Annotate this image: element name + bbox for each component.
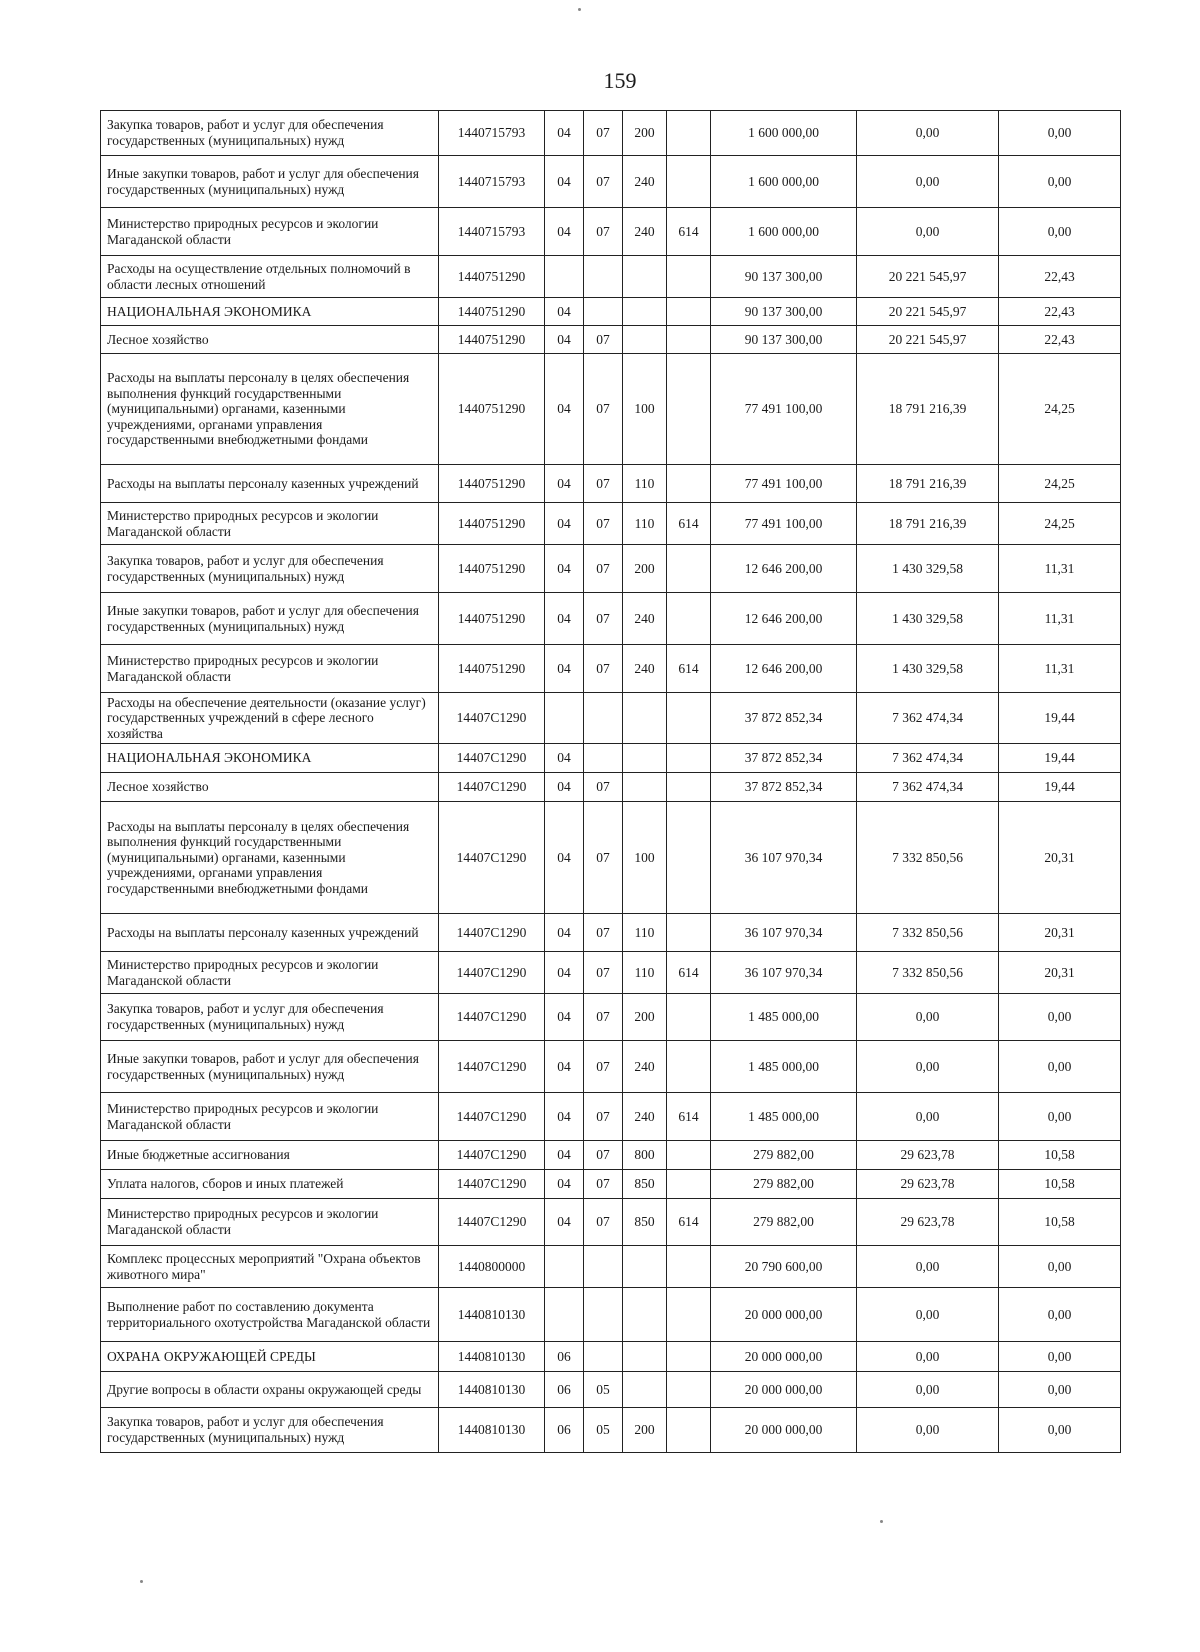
table-row bbox=[101, 465, 1121, 503]
cell-grbs bbox=[667, 773, 711, 802]
cell-rz: 04 bbox=[545, 354, 584, 465]
cell-vr: 100 bbox=[623, 802, 667, 914]
cell-grbs bbox=[667, 994, 711, 1041]
cell-rz: 06 bbox=[545, 1342, 584, 1372]
cell-fact: 20 221 545,97 bbox=[857, 256, 999, 298]
cell-rz: 04 bbox=[545, 208, 584, 256]
table-row bbox=[101, 1041, 1121, 1093]
cell-rz: 04 bbox=[545, 773, 584, 802]
cell-plan: 20 790 600,00 bbox=[711, 1246, 857, 1288]
cell-fact: 18 791 216,39 bbox=[857, 354, 999, 465]
table-row bbox=[101, 1093, 1121, 1141]
table-row bbox=[101, 1342, 1121, 1372]
cell-pr: 07 bbox=[584, 545, 623, 593]
cell-grbs bbox=[667, 693, 711, 744]
cell-grbs bbox=[667, 1288, 711, 1342]
cell-name: Расходы на выплаты персоналу в целях обеспечения выполнения функций государственными (муниципальными) органами, казенными учреждениями, органами управления государственными внебюджетными фондами bbox=[101, 354, 439, 465]
cell-vr: 850 bbox=[623, 1170, 667, 1199]
cell-csr: 1440751290 bbox=[439, 465, 545, 503]
cell-pct: 20,31 bbox=[999, 952, 1121, 994]
table-row bbox=[101, 593, 1121, 645]
cell-fact: 0,00 bbox=[857, 111, 999, 156]
cell-vr: 240 bbox=[623, 593, 667, 645]
cell-vr bbox=[623, 1372, 667, 1408]
cell-name: НАЦИОНАЛЬНАЯ ЭКОНОМИКА bbox=[101, 298, 439, 326]
cell-csr: 14407С1290 bbox=[439, 693, 545, 744]
table-row bbox=[101, 354, 1121, 465]
table-row bbox=[101, 156, 1121, 208]
cell-plan: 90 137 300,00 bbox=[711, 326, 857, 354]
cell-plan: 20 000 000,00 bbox=[711, 1342, 857, 1372]
cell-pr: 05 bbox=[584, 1408, 623, 1453]
cell-pct: 11,31 bbox=[999, 645, 1121, 693]
cell-name: Министерство природных ресурсов и экологии Магаданской области bbox=[101, 1093, 439, 1141]
cell-pct: 0,00 bbox=[999, 208, 1121, 256]
cell-vr: 850 bbox=[623, 1199, 667, 1246]
cell-csr: 14407С1290 bbox=[439, 1199, 545, 1246]
cell-csr: 1440751290 bbox=[439, 645, 545, 693]
table-row bbox=[101, 256, 1121, 298]
cell-fact: 7 332 850,56 bbox=[857, 914, 999, 952]
budget-sheet bbox=[100, 110, 1120, 1453]
cell-pct: 0,00 bbox=[999, 1041, 1121, 1093]
cell-pr: 07 bbox=[584, 354, 623, 465]
cell-plan: 279 882,00 bbox=[711, 1199, 857, 1246]
cell-name: Закупка товаров, работ и услуг для обеспечения государственных (муниципальных) нужд bbox=[101, 1408, 439, 1453]
cell-pr: 07 bbox=[584, 1141, 623, 1170]
cell-rz: 04 bbox=[545, 1041, 584, 1093]
cell-rz: 04 bbox=[545, 914, 584, 952]
cell-fact: 20 221 545,97 bbox=[857, 298, 999, 326]
cell-pr: 07 bbox=[584, 802, 623, 914]
cell-pr: 07 bbox=[584, 645, 623, 693]
cell-fact: 7 362 474,34 bbox=[857, 773, 999, 802]
cell-grbs bbox=[667, 1342, 711, 1372]
table-row bbox=[101, 1170, 1121, 1199]
cell-plan: 37 872 852,34 bbox=[711, 744, 857, 773]
cell-grbs bbox=[667, 593, 711, 645]
cell-rz: 04 bbox=[545, 744, 584, 773]
table-row bbox=[101, 802, 1121, 914]
cell-vr: 110 bbox=[623, 465, 667, 503]
cell-pct: 0,00 bbox=[999, 1342, 1121, 1372]
cell-rz: 04 bbox=[545, 952, 584, 994]
table-row bbox=[101, 545, 1121, 593]
cell-vr: 100 bbox=[623, 354, 667, 465]
cell-plan: 37 872 852,34 bbox=[711, 693, 857, 744]
cell-grbs bbox=[667, 1408, 711, 1453]
cell-name: Министерство природных ресурсов и экологии Магаданской области bbox=[101, 645, 439, 693]
cell-fact: 29 623,78 bbox=[857, 1170, 999, 1199]
cell-rz: 04 bbox=[545, 156, 584, 208]
cell-fact: 0,00 bbox=[857, 1246, 999, 1288]
cell-plan: 77 491 100,00 bbox=[711, 354, 857, 465]
cell-vr bbox=[623, 1246, 667, 1288]
cell-fact: 18 791 216,39 bbox=[857, 465, 999, 503]
cell-rz: 04 bbox=[545, 465, 584, 503]
cell-csr: 1440751290 bbox=[439, 354, 545, 465]
cell-vr: 110 bbox=[623, 503, 667, 545]
cell-name: Министерство природных ресурсов и экологии Магаданской области bbox=[101, 952, 439, 994]
cell-vr: 240 bbox=[623, 208, 667, 256]
cell-plan: 77 491 100,00 bbox=[711, 503, 857, 545]
cell-plan: 1 600 000,00 bbox=[711, 111, 857, 156]
cell-csr: 14407С1290 bbox=[439, 1041, 545, 1093]
table-row bbox=[101, 1372, 1121, 1408]
cell-csr: 14407С1290 bbox=[439, 1141, 545, 1170]
cell-plan: 1 485 000,00 bbox=[711, 994, 857, 1041]
cell-rz: 04 bbox=[545, 298, 584, 326]
cell-name: Другие вопросы в области охраны окружающей среды bbox=[101, 1372, 439, 1408]
cell-plan: 77 491 100,00 bbox=[711, 465, 857, 503]
cell-fact: 0,00 bbox=[857, 1093, 999, 1141]
table-row bbox=[101, 952, 1121, 994]
cell-grbs bbox=[667, 156, 711, 208]
cell-pct: 10,58 bbox=[999, 1141, 1121, 1170]
cell-fact: 18 791 216,39 bbox=[857, 503, 999, 545]
cell-fact: 1 430 329,58 bbox=[857, 545, 999, 593]
cell-csr: 1440715793 bbox=[439, 156, 545, 208]
cell-grbs bbox=[667, 256, 711, 298]
cell-pr: 07 bbox=[584, 326, 623, 354]
cell-name: Расходы на осуществление отдельных полномочий в области лесных отношений bbox=[101, 256, 439, 298]
cell-pr: 07 bbox=[584, 994, 623, 1041]
cell-pr: 07 bbox=[584, 952, 623, 994]
cell-rz: 04 bbox=[545, 503, 584, 545]
table-row bbox=[101, 111, 1121, 156]
cell-grbs bbox=[667, 465, 711, 503]
cell-rz: 06 bbox=[545, 1408, 584, 1453]
cell-rz bbox=[545, 1288, 584, 1342]
cell-rz: 04 bbox=[545, 1141, 584, 1170]
cell-pct: 22,43 bbox=[999, 256, 1121, 298]
cell-pct: 11,31 bbox=[999, 593, 1121, 645]
table-row bbox=[101, 208, 1121, 256]
cell-rz bbox=[545, 1246, 584, 1288]
cell-rz: 06 bbox=[545, 1372, 584, 1408]
cell-rz bbox=[545, 256, 584, 298]
cell-csr: 1440715793 bbox=[439, 208, 545, 256]
cell-fact: 7 332 850,56 bbox=[857, 952, 999, 994]
cell-pr: 07 bbox=[584, 208, 623, 256]
scan-speck bbox=[140, 1580, 143, 1583]
cell-fact: 7 362 474,34 bbox=[857, 693, 999, 744]
cell-name: Уплата налогов, сборов и иных платежей bbox=[101, 1170, 439, 1199]
cell-pr: 07 bbox=[584, 593, 623, 645]
cell-plan: 36 107 970,34 bbox=[711, 802, 857, 914]
cell-pct: 0,00 bbox=[999, 1408, 1121, 1453]
cell-vr bbox=[623, 256, 667, 298]
cell-fact: 29 623,78 bbox=[857, 1141, 999, 1170]
table-row bbox=[101, 744, 1121, 773]
cell-rz: 04 bbox=[545, 111, 584, 156]
cell-vr: 240 bbox=[623, 1093, 667, 1141]
cell-pct: 0,00 bbox=[999, 111, 1121, 156]
cell-vr bbox=[623, 773, 667, 802]
table-row bbox=[101, 773, 1121, 802]
cell-csr: 14407С1290 bbox=[439, 802, 545, 914]
cell-grbs bbox=[667, 326, 711, 354]
table-row bbox=[101, 1141, 1121, 1170]
cell-csr: 1440810130 bbox=[439, 1372, 545, 1408]
cell-pct: 24,25 bbox=[999, 354, 1121, 465]
cell-plan: 279 882,00 bbox=[711, 1141, 857, 1170]
cell-plan: 90 137 300,00 bbox=[711, 256, 857, 298]
scan-speck bbox=[578, 8, 581, 11]
cell-name: Комплекс процессных мероприятий "Охрана объектов животного мира" bbox=[101, 1246, 439, 1288]
cell-csr: 14407С1290 bbox=[439, 994, 545, 1041]
cell-grbs bbox=[667, 1141, 711, 1170]
cell-rz: 04 bbox=[545, 545, 584, 593]
cell-csr: 1440751290 bbox=[439, 593, 545, 645]
cell-rz: 04 bbox=[545, 802, 584, 914]
cell-csr: 1440751290 bbox=[439, 326, 545, 354]
cell-grbs: 614 bbox=[667, 208, 711, 256]
cell-rz: 04 bbox=[545, 326, 584, 354]
cell-name: Закупка товаров, работ и услуг для обеспечения государственных (муниципальных) нужд bbox=[101, 111, 439, 156]
cell-fact: 0,00 bbox=[857, 1041, 999, 1093]
cell-vr bbox=[623, 326, 667, 354]
cell-csr: 14407С1290 bbox=[439, 914, 545, 952]
cell-name: Расходы на выплаты персоналу в целях обеспечения выполнения функций государственными (муниципальными) органами, казенными учреждениями, органами управления государственными внебюджетными фондами bbox=[101, 802, 439, 914]
cell-pr bbox=[584, 256, 623, 298]
cell-pct: 0,00 bbox=[999, 156, 1121, 208]
cell-pct: 24,25 bbox=[999, 503, 1121, 545]
cell-vr: 200 bbox=[623, 545, 667, 593]
cell-csr: 1440810130 bbox=[439, 1342, 545, 1372]
cell-csr: 1440751290 bbox=[439, 256, 545, 298]
cell-vr: 240 bbox=[623, 156, 667, 208]
cell-vr bbox=[623, 693, 667, 744]
cell-pr bbox=[584, 298, 623, 326]
table-row bbox=[101, 326, 1121, 354]
cell-pct: 19,44 bbox=[999, 693, 1121, 744]
cell-pr bbox=[584, 693, 623, 744]
cell-pct: 11,31 bbox=[999, 545, 1121, 593]
cell-fact: 0,00 bbox=[857, 1408, 999, 1453]
cell-pct: 0,00 bbox=[999, 1288, 1121, 1342]
cell-plan: 1 600 000,00 bbox=[711, 156, 857, 208]
cell-pr: 07 bbox=[584, 1170, 623, 1199]
cell-vr: 200 bbox=[623, 111, 667, 156]
cell-name: Выполнение работ по составлению документа территориального охотустройства Магаданской области bbox=[101, 1288, 439, 1342]
cell-fact: 7 362 474,34 bbox=[857, 744, 999, 773]
budget-table-body bbox=[101, 111, 1121, 1453]
cell-pct: 22,43 bbox=[999, 298, 1121, 326]
cell-plan: 20 000 000,00 bbox=[711, 1372, 857, 1408]
table-row bbox=[101, 1246, 1121, 1288]
cell-plan: 20 000 000,00 bbox=[711, 1288, 857, 1342]
cell-csr: 1440810130 bbox=[439, 1288, 545, 1342]
cell-csr: 14407С1290 bbox=[439, 1170, 545, 1199]
cell-fact: 1 430 329,58 bbox=[857, 645, 999, 693]
cell-pct: 20,31 bbox=[999, 802, 1121, 914]
cell-rz: 04 bbox=[545, 994, 584, 1041]
cell-grbs bbox=[667, 545, 711, 593]
cell-vr bbox=[623, 298, 667, 326]
cell-plan: 20 000 000,00 bbox=[711, 1408, 857, 1453]
page-number: 159 bbox=[603, 68, 637, 93]
cell-rz bbox=[545, 693, 584, 744]
cell-plan: 37 872 852,34 bbox=[711, 773, 857, 802]
cell-name: Иные закупки товаров, работ и услуг для обеспечения государственных (муниципальных) нужд bbox=[101, 156, 439, 208]
cell-fact: 0,00 bbox=[857, 208, 999, 256]
table-row bbox=[101, 994, 1121, 1041]
cell-pct: 0,00 bbox=[999, 1246, 1121, 1288]
cell-name: Лесное хозяйство bbox=[101, 773, 439, 802]
cell-vr bbox=[623, 744, 667, 773]
cell-csr: 14407С1290 bbox=[439, 773, 545, 802]
cell-grbs bbox=[667, 1246, 711, 1288]
cell-fact: 29 623,78 bbox=[857, 1199, 999, 1246]
cell-pr bbox=[584, 1246, 623, 1288]
cell-pct: 22,43 bbox=[999, 326, 1121, 354]
cell-pct: 10,58 bbox=[999, 1170, 1121, 1199]
budget-table bbox=[100, 110, 1121, 1453]
cell-pct: 24,25 bbox=[999, 465, 1121, 503]
cell-vr: 200 bbox=[623, 994, 667, 1041]
cell-rz: 04 bbox=[545, 1199, 584, 1246]
cell-grbs bbox=[667, 298, 711, 326]
cell-pct: 19,44 bbox=[999, 744, 1121, 773]
cell-csr: 1440715793 bbox=[439, 111, 545, 156]
cell-pct: 20,31 bbox=[999, 914, 1121, 952]
cell-name: Расходы на выплаты персоналу казенных учреждений bbox=[101, 465, 439, 503]
cell-plan: 12 646 200,00 bbox=[711, 645, 857, 693]
table-row bbox=[101, 693, 1121, 744]
cell-name: Министерство природных ресурсов и экологии Магаданской области bbox=[101, 208, 439, 256]
cell-fact: 7 332 850,56 bbox=[857, 802, 999, 914]
cell-grbs bbox=[667, 1372, 711, 1408]
cell-fact: 0,00 bbox=[857, 994, 999, 1041]
cell-pr: 07 bbox=[584, 156, 623, 208]
cell-plan: 12 646 200,00 bbox=[711, 545, 857, 593]
cell-grbs bbox=[667, 1041, 711, 1093]
cell-plan: 1 485 000,00 bbox=[711, 1041, 857, 1093]
cell-pr bbox=[584, 1288, 623, 1342]
table-row bbox=[101, 645, 1121, 693]
cell-pr bbox=[584, 1342, 623, 1372]
cell-pr: 05 bbox=[584, 1372, 623, 1408]
cell-fact: 0,00 bbox=[857, 1288, 999, 1342]
table-row bbox=[101, 298, 1121, 326]
cell-plan: 90 137 300,00 bbox=[711, 298, 857, 326]
cell-plan: 1 600 000,00 bbox=[711, 208, 857, 256]
cell-plan: 1 485 000,00 bbox=[711, 1093, 857, 1141]
cell-pr: 07 bbox=[584, 1199, 623, 1246]
cell-pct: 0,00 bbox=[999, 1093, 1121, 1141]
cell-csr: 14407С1290 bbox=[439, 744, 545, 773]
cell-grbs bbox=[667, 744, 711, 773]
cell-name: НАЦИОНАЛЬНАЯ ЭКОНОМИКА bbox=[101, 744, 439, 773]
cell-rz: 04 bbox=[545, 593, 584, 645]
cell-vr: 240 bbox=[623, 1041, 667, 1093]
cell-pr: 07 bbox=[584, 773, 623, 802]
cell-vr: 800 bbox=[623, 1141, 667, 1170]
cell-grbs bbox=[667, 914, 711, 952]
table-row bbox=[101, 1199, 1121, 1246]
cell-fact: 0,00 bbox=[857, 1342, 999, 1372]
cell-name: Иные закупки товаров, работ и услуг для обеспечения государственных (муниципальных) нужд bbox=[101, 593, 439, 645]
cell-grbs: 614 bbox=[667, 1199, 711, 1246]
cell-vr bbox=[623, 1288, 667, 1342]
cell-plan: 12 646 200,00 bbox=[711, 593, 857, 645]
cell-fact: 1 430 329,58 bbox=[857, 593, 999, 645]
cell-plan: 36 107 970,34 bbox=[711, 952, 857, 994]
cell-grbs bbox=[667, 802, 711, 914]
cell-fact: 0,00 bbox=[857, 156, 999, 208]
cell-rz: 04 bbox=[545, 1170, 584, 1199]
cell-vr: 110 bbox=[623, 914, 667, 952]
cell-grbs bbox=[667, 1170, 711, 1199]
cell-grbs: 614 bbox=[667, 952, 711, 994]
cell-grbs bbox=[667, 354, 711, 465]
cell-csr: 1440810130 bbox=[439, 1408, 545, 1453]
cell-name: Иные закупки товаров, работ и услуг для обеспечения государственных (муниципальных) нужд bbox=[101, 1041, 439, 1093]
cell-pct: 19,44 bbox=[999, 773, 1121, 802]
cell-grbs: 614 bbox=[667, 1093, 711, 1141]
cell-pct: 10,58 bbox=[999, 1199, 1121, 1246]
cell-name: Закупка товаров, работ и услуг для обеспечения государственных (муниципальных) нужд bbox=[101, 994, 439, 1041]
scan-speck bbox=[880, 1520, 883, 1523]
cell-fact: 0,00 bbox=[857, 1372, 999, 1408]
cell-rz: 04 bbox=[545, 1093, 584, 1141]
cell-name: Лесное хозяйство bbox=[101, 326, 439, 354]
cell-vr: 240 bbox=[623, 645, 667, 693]
cell-vr: 110 bbox=[623, 952, 667, 994]
cell-pr: 07 bbox=[584, 914, 623, 952]
table-row bbox=[101, 1288, 1121, 1342]
cell-grbs: 614 bbox=[667, 503, 711, 545]
cell-csr: 1440751290 bbox=[439, 298, 545, 326]
cell-vr bbox=[623, 1342, 667, 1372]
cell-pr: 07 bbox=[584, 465, 623, 503]
cell-name: Закупка товаров, работ и услуг для обеспечения государственных (муниципальных) нужд bbox=[101, 545, 439, 593]
cell-grbs: 614 bbox=[667, 645, 711, 693]
cell-pct: 0,00 bbox=[999, 1372, 1121, 1408]
cell-fact: 20 221 545,97 bbox=[857, 326, 999, 354]
cell-pr: 07 bbox=[584, 503, 623, 545]
cell-csr: 14407С1290 bbox=[439, 1093, 545, 1141]
cell-name: Расходы на обеспечение деятельности (оказание услуг) государственных учреждений в сфере лесного хозяйства bbox=[101, 693, 439, 744]
cell-csr: 1440800000 bbox=[439, 1246, 545, 1288]
cell-vr: 200 bbox=[623, 1408, 667, 1453]
cell-pr bbox=[584, 744, 623, 773]
cell-name: Министерство природных ресурсов и экологии Магаданской области bbox=[101, 1199, 439, 1246]
cell-grbs bbox=[667, 111, 711, 156]
cell-pr: 07 bbox=[584, 111, 623, 156]
table-row bbox=[101, 503, 1121, 545]
cell-name: Расходы на выплаты персоналу казенных учреждений bbox=[101, 914, 439, 952]
cell-name: ОХРАНА ОКРУЖАЮЩЕЙ СРЕДЫ bbox=[101, 1342, 439, 1372]
cell-csr: 14407С1290 bbox=[439, 952, 545, 994]
cell-plan: 279 882,00 bbox=[711, 1170, 857, 1199]
cell-pr: 07 bbox=[584, 1041, 623, 1093]
cell-csr: 1440751290 bbox=[439, 503, 545, 545]
cell-rz: 04 bbox=[545, 645, 584, 693]
cell-csr: 1440751290 bbox=[439, 545, 545, 593]
table-row bbox=[101, 1408, 1121, 1453]
cell-pr: 07 bbox=[584, 1093, 623, 1141]
cell-plan: 36 107 970,34 bbox=[711, 914, 857, 952]
cell-pct: 0,00 bbox=[999, 994, 1121, 1041]
cell-name: Министерство природных ресурсов и экологии Магаданской области bbox=[101, 503, 439, 545]
table-row bbox=[101, 914, 1121, 952]
cell-name: Иные бюджетные ассигнования bbox=[101, 1141, 439, 1170]
